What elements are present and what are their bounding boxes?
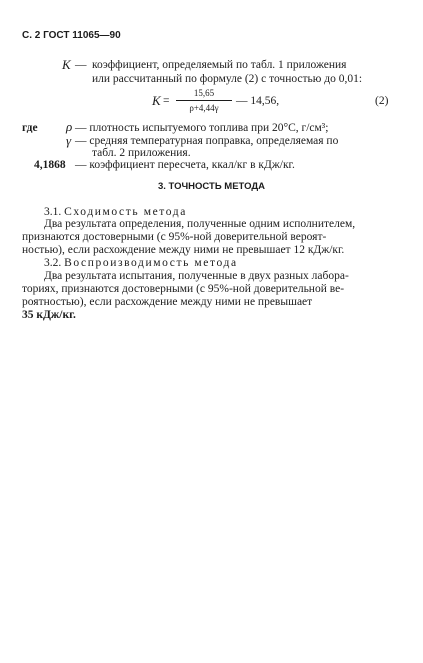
rho-symbol: ρ (66, 119, 73, 134)
paragraph-3-2-line-4: 35 кДж/кг. (22, 309, 76, 321)
rho-definition: — плотность испытуемого топлива при 20°С, г/см³; (75, 122, 329, 134)
formula-number: (2) (375, 95, 389, 107)
k-definition-line-1: коэффициент, определяемый по табл. 1 приложения (92, 59, 347, 71)
paragraph-3-1-line-3: ностью), если расхождение между ними не превышает 12 кДж/кг. (22, 244, 345, 256)
formula-rhs: — 14,56, (236, 95, 280, 107)
paragraph-3-2-line-1: Два результата испытания, полученные в двух разных лабора- (44, 270, 349, 282)
k-symbol: K (62, 57, 71, 72)
gamma-symbol: γ (66, 133, 72, 148)
gamma-definition-line-2: табл. 2 приложения. (92, 147, 191, 159)
subsection-3-1-title: Сходимость метода (64, 206, 187, 218)
paragraph-3-2-line-2: ториях, признаются достоверными (с 95%-ной доверительной ве- (22, 283, 345, 295)
section-title: 3. ТОЧНОСТЬ МЕТОДА (157, 181, 266, 192)
formula-k: K (152, 93, 161, 108)
formula-denominator: ρ+4,44γ (189, 103, 219, 113)
subsection-3-2-number: 3.2. (44, 257, 62, 269)
page-header: С. 2 ГОСТ 11065—90 (22, 30, 121, 41)
k-dash: — (75, 59, 87, 71)
where-word: где (22, 122, 38, 134)
formula-equals: = (163, 95, 170, 107)
coefficient-definition: — коэффициент пересчета, ккал/кг в кДж/кг. (75, 159, 295, 171)
k-definition-line-2: или рассчитанный по формуле (2) с точностью до 0,01: (92, 73, 363, 85)
coefficient-value: 4,1868 (34, 159, 66, 171)
subsection-3-2-title: Воспроизводимость метода (64, 257, 238, 269)
gamma-definition-line-1: — средняя температурная поправка, определяемая по (75, 135, 339, 147)
paragraph-3-2-line-3: роятностью), если расхождение между ними не превышает (22, 296, 313, 308)
formula-numerator: 15,65 (193, 88, 215, 98)
paragraph-3-1-line-2: признаются достоверными (с 95%-ной доверительной вероят- (22, 231, 327, 243)
subsection-3-1-number: 3.1. (44, 206, 62, 218)
paragraph-3-1-line-1: Два результата определения, полученные одним исполнителем, (44, 218, 356, 230)
fraction-bar (176, 100, 232, 101)
